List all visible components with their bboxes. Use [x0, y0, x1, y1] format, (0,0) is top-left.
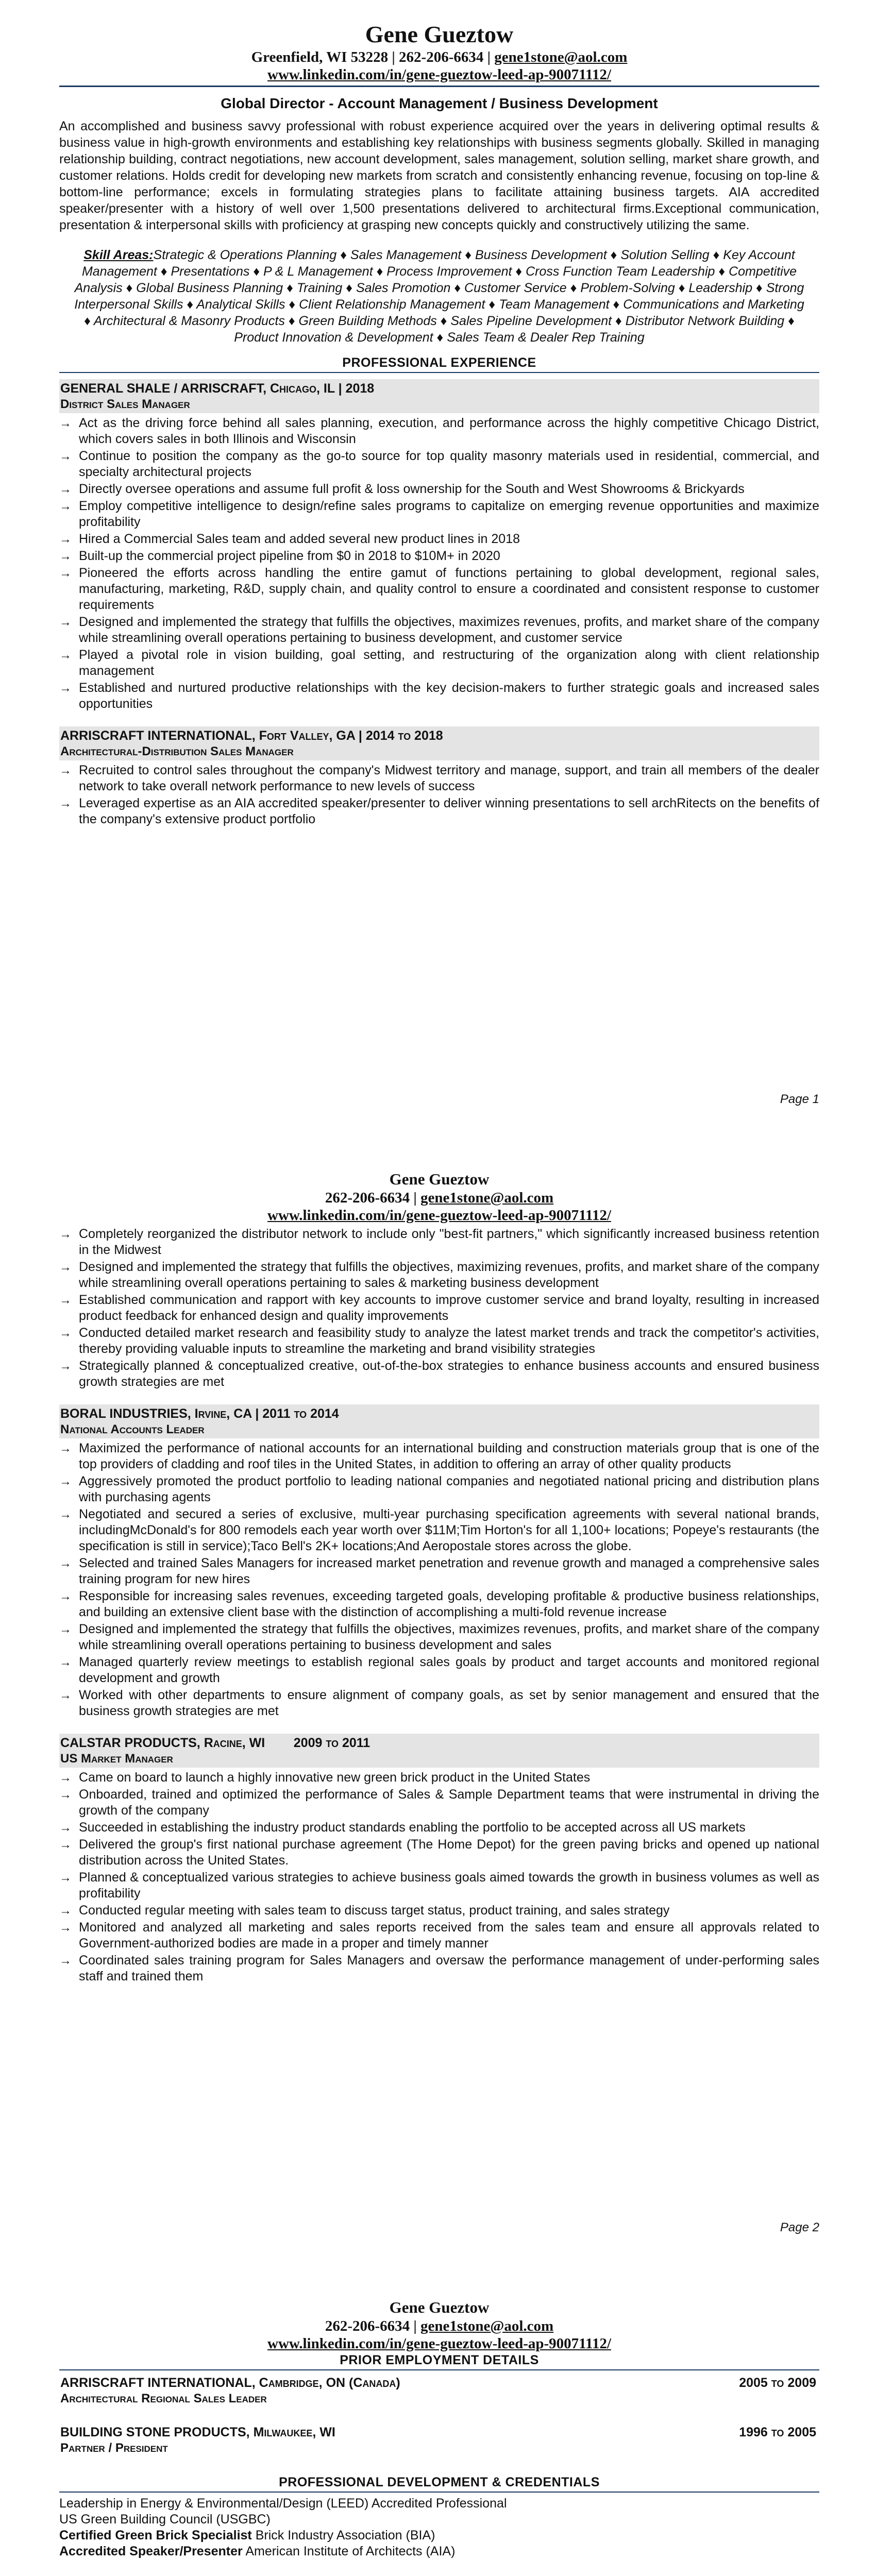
- bullet: → Coordinated sales training program for Sales Managers and oversaw the performance management of under-performing sales staff and trained them: [59, 1953, 819, 1985]
- job-bullets: [59, 1440, 819, 1719]
- credential-text: Leadership in Energy & Environmental/Design (LEED) Accredited Professional: [59, 2496, 507, 2511]
- bullet: → Designed and implemented the strategy that fulfills the objectives, maximizes revenues, profits, and market share of the company while streamlining overall operations pertaining to business development, and customer service: [59, 614, 819, 646]
- resume-page-2: [0, 1128, 876, 2262]
- credential-text: American Institute of Architects (AIA): [242, 2544, 456, 2558]
- bullet: → Managed quarterly review meetings to establish regional sales goals by product and target accounts and monitored regional development and growth: [59, 1654, 819, 1686]
- job-bullets: [59, 415, 819, 712]
- job-entry: [59, 726, 819, 827]
- job-header: [59, 726, 819, 744]
- job-bullets: [59, 762, 819, 827]
- job-role: Architectural Regional Sales Leader: [60, 2392, 267, 2405]
- job-bullets: [59, 1770, 819, 1985]
- bullet: → Completely reorganized the distributor network to include only "best-fit partners," which significantly increased business retention in the Midwest: [59, 1226, 819, 1258]
- job-header: [59, 1734, 819, 1752]
- linkedin-link[interactable]: www.linkedin.com/in/gene-gueztow-leed-ap-90071112/: [267, 2335, 611, 2352]
- bullet: → Negotiated and secured a series of exclusive, multi-year purchasing specification agreements with several national brands, includingMcDonald's for 800 remodels each year worth over $11M;Tim Horton's for all 1,100+ locations; Popeye's restaurants (the specification is still in service);Taco Bell's 2K+ locations;And Aeropostale stores across the globe.: [59, 1506, 819, 1554]
- bullet: → Conducted detailed market research and feasibility study to analyze the latest market trends and track the competitor's activities, thereby providing valuable inputs to streamline the marketing and brand visibility strategies: [59, 1325, 819, 1357]
- credentials-list: [59, 2496, 819, 2560]
- bullet: → Built-up the commercial project pipeline from $0 in 2018 to $10M+ in 2020: [59, 548, 819, 564]
- section-title-credentials: PROFESSIONAL DEVELOPMENT & CREDENTIALS: [59, 2475, 819, 2493]
- email-link[interactable]: gene1stone@aol.com: [420, 2318, 554, 2334]
- contact-line: [59, 2317, 819, 2335]
- job-dates: 2005 to 2009: [739, 2376, 816, 2390]
- header-divider: [59, 86, 819, 87]
- bullet: → Delivered the group's first national purchase agreement (The Home Depot) for the green paving bricks and opened up national distribution across the United States.: [59, 1837, 819, 1869]
- credential-item: [59, 2544, 819, 2560]
- bullet: → Designed and implemented the strategy that fulfills the objectives, maximizes revenues, profits, and market share of the company while streamlining overall operations pertaining to business development and sales: [59, 1621, 819, 1653]
- bullet: → Act as the driving force behind all sales planning, execution, and performance across the highly competitive Chicago District, which covers sales in both Illinois and Wisconsin: [59, 415, 819, 447]
- job-header: [59, 2374, 819, 2392]
- bullet: → Established and nurtured productive relationships with the key decision-makers to further strategic goals and increased sales opportunities: [59, 680, 819, 712]
- linkedin-line: [59, 2335, 819, 2352]
- job-location-dates: Irvine, CA | 2011 to 2014: [191, 1406, 339, 1421]
- job-location-dates: Racine, WI 2009 to 2011: [200, 1736, 370, 1750]
- email-link[interactable]: gene1stone@aol.com: [494, 49, 628, 65]
- job-company: GENERAL SHALE / ARRISCRAFT,: [60, 381, 267, 396]
- bullet: → Aggressively promoted the product portfolio to leading national companies and negotiated national pricing and distribution plans with purchasing agents: [59, 1473, 819, 1505]
- address-phone: Greenfield, WI 53228 | 262-206-6634 |: [251, 49, 495, 65]
- bullet: → Played a pivotal role in vision building, goal setting, and restructuring of the organization along with client relationship management: [59, 647, 819, 679]
- candidate-name: Gene Gueztow: [365, 21, 514, 47]
- job-role: Partner / President: [60, 2441, 168, 2455]
- credential-item: [59, 2496, 819, 2512]
- resume-header: [59, 2298, 819, 2352]
- job-location: Milwaukee, WI: [249, 2425, 335, 2439]
- job-header: [59, 379, 819, 397]
- bullet: → Leveraged expertise as an AIA accredited speaker/presenter to deliver winning presentations to sell archRitects on the benefits of the company's extensive product portfolio: [59, 795, 819, 827]
- skill-areas: [59, 247, 819, 346]
- job-entry: [59, 1404, 819, 1719]
- job-company: ARRISCRAFT INTERNATIONAL,: [60, 2376, 256, 2390]
- profile-title: Global Director - Account Management / Business Development: [221, 95, 658, 111]
- job-company: BORAL INDUSTRIES,: [60, 1406, 191, 1421]
- job-location-dates: Chicago, IL | 2018: [266, 381, 375, 396]
- bullet: → Onboarded, trained and optimized the performance of Sales & Sample Department teams that were instrumental in driving the growth of the company: [59, 1787, 819, 1819]
- job-header: [59, 1404, 819, 1422]
- bullet: → Worked with other departments to ensure alignment of company goals, as set by senior management and ensured that the business growth strategies are met: [59, 1687, 819, 1719]
- job-role: US Market Manager: [59, 1752, 819, 1768]
- linkedin-line: [59, 66, 819, 83]
- job-role: Architectural-Distribution Sales Manager: [59, 744, 819, 760]
- credential-item: [59, 2512, 819, 2528]
- contact-line: [59, 1189, 819, 1207]
- bullet: → Continue to position the company as the go-to source for top quality masonry materials used in residential, commercial, and specialty architectural projects: [59, 448, 819, 480]
- profile-summary: An accomplished and business savvy professional with robust experience acquired over the years in delivering optimal results & business value in high-growth environments and establishing key relationships with business segments globally. Skilled in managing relationship building, contract negotiations, new account development, sales management, solution selling, market share growth, and customer relations. Holds credit for developing new markets from scratch and consistently enhancing revenue, focusing on top-line & bottom-line performance; excels in formulating strategies plans to facilitate attaining business targets. AIA accredited speaker/presenter with a history of well over 1,500 presentations delivered to architectural firms.Exceptional communication, presentation & interpersonal skills with proficiency at grasping new concepts quickly and constructively utilizing the same.: [59, 119, 819, 232]
- credential-item: [59, 2528, 819, 2544]
- bullet: → Recruited to control sales throughout the company's Midwest territory and manage, support, and train all members of the dealer network to take overall network performance to new levels of success: [59, 762, 819, 794]
- bullet: → Established communication and rapport with key accounts to improve customer service and brand loyalty, resulting in increased product feedback for enhanced design and quality improvements: [59, 1292, 819, 1324]
- section-title-experience: PROFESSIONAL EXPERIENCE: [59, 355, 819, 373]
- linkedin-link[interactable]: www.linkedin.com/in/gene-gueztow-leed-ap-90071112/: [267, 1207, 611, 1224]
- bullet: → Planned & conceptualized various strategies to achieve business goals aimed towards the growth in business volumes as well as profitability: [59, 1870, 819, 1902]
- resume-header: [59, 1170, 819, 1224]
- phone: 262-206-6634 |: [325, 2318, 421, 2334]
- credential-title: Accredited Speaker/Presenter: [59, 2544, 243, 2558]
- bullet: → Maximized the performance of national accounts for an international building and construction materials group that is one of the top providers of cladding and roof tiles in the United States, in addition to offering an array of other quality products: [59, 1440, 819, 1472]
- bullet: → Directly oversee operations and assume full profit & loss ownership for the South and West Showrooms & Brickyards: [59, 481, 819, 497]
- linkedin-line: [59, 1207, 819, 1224]
- credential-text: Brick Industry Association (BIA): [251, 2528, 435, 2543]
- contact-line: [59, 48, 819, 66]
- job-company: ARRISCRAFT INTERNATIONAL,: [60, 728, 256, 743]
- resume-header: [59, 21, 819, 83]
- job-role: National Accounts Leader: [59, 1422, 819, 1438]
- email-link[interactable]: gene1stone@aol.com: [420, 1190, 554, 1206]
- prior-job-entry: [59, 2374, 819, 2408]
- bullet: → Came on board to launch a highly innovative new green brick product in the United States: [59, 1770, 819, 1786]
- job-entry: [59, 1734, 819, 1985]
- resume-page-1: [0, 0, 876, 1128]
- credential-title: Certified Green Brick Specialist: [59, 2528, 252, 2543]
- job-company: CALSTAR PRODUCTS,: [60, 1736, 200, 1750]
- job-entry: [59, 379, 819, 712]
- job-bullets-continued: [59, 1226, 819, 1390]
- job-location: Cambridge, ON (Canada): [255, 2376, 400, 2390]
- section-title-prior-employment: PRIOR EMPLOYMENT DETAILS: [59, 2352, 819, 2370]
- candidate-name: Gene Gueztow: [389, 2298, 490, 2316]
- job-role: District Sales Manager: [59, 397, 819, 413]
- bullet: → Monitored and analyzed all marketing and sales reports received from the sales team and ensure all approvals related to Government-authorized bodies are made in a proper and timely manner: [59, 1920, 819, 1952]
- job-header: [59, 2423, 819, 2441]
- bullet: → Responsible for increasing sales revenues, exceeding targeted goals, developing profitable & productive business relationships, and building an extensive client base with the distinction of accomplishing a multi-fold revenue increase: [59, 1588, 819, 1620]
- resume-page-3: [0, 2262, 876, 2576]
- bullet: → Strategically planned & conceptualized creative, out-of-the-box strategies to enhance business accounts and ensured business growth strategies are met: [59, 1358, 819, 1390]
- bullet: → Selected and trained Sales Managers for increased market penetration and revenue growth and managed a comprehensive sales training program for new hires: [59, 1555, 819, 1587]
- phone: 262-206-6634 |: [325, 1190, 421, 1206]
- job-dates: 1996 to 2005: [739, 2425, 816, 2439]
- bullet: → Pioneered the efforts across handling the entire gamut of functions pertaining to global development, regional sales, manufacturing, marketing, R&D, supply chain, and quality control to ensure a coordinated and consistent response to customer requirements: [59, 565, 819, 613]
- bullet: → Succeeded in establishing the industry product standards enabling the portfolio to be accepted across all US markets: [59, 1820, 819, 1836]
- candidate-name: Gene Gueztow: [389, 1170, 490, 1188]
- bullet: → Employ competitive intelligence to design/refine sales programs to capitalize on emerging revenue opportunities and maximize profitability: [59, 498, 819, 530]
- prior-job-entry: [59, 2423, 819, 2457]
- credential-text: US Green Building Council (USGBC): [59, 2512, 271, 2527]
- skill-areas-label: Skill Areas:: [83, 248, 154, 262]
- job-company: BUILDING STONE PRODUCTS,: [60, 2425, 250, 2439]
- skill-areas-list: Strategic & Operations Planning ♦ Sales Management ♦ Business Development ♦ Solution Selling ♦ Key Account Management ♦ Presentations ♦ P & L Management ♦ Process Improvement ♦ Cross Function Team Leadership ♦ Competitive Analysis ♦ Global Business Planning ♦ Training ♦ Sales Promotion ♦ Customer Service ♦ Problem-Solving ♦ Leadership ♦ Strong Interpersonal Skills ♦ Analytical Skills ♦ Client Relationship Management ♦ Team Management ♦ Communications and Marketing ♦ Architectural & Masonry Products ♦ Green Building Methods ♦ Sales Pipeline Development ♦ Distributor Network Building ♦ Product Innovation & Development ♦ Sales Team & Dealer Rep Training: [74, 248, 804, 345]
- linkedin-link[interactable]: www.linkedin.com/in/gene-gueztow-leed-ap-90071112/: [267, 66, 611, 83]
- bullet: → Conducted regular meeting with sales team to discuss target status, product training, and sales strategy: [59, 1903, 819, 1919]
- page-number: Page 1: [780, 1092, 819, 1106]
- job-location-dates: Fort Valley, GA | 2014 to 2018: [255, 728, 443, 743]
- page-number: Page 2: [780, 2221, 819, 2234]
- bullet: → Hired a Commercial Sales team and added several new product lines in 2018: [59, 531, 819, 547]
- bullet: → Designed and implemented the strategy that fulfills the objectives, maximizing revenues, profits, and market share of the company while streamlining overall operations pertaining to sales & marketing business development: [59, 1259, 819, 1291]
